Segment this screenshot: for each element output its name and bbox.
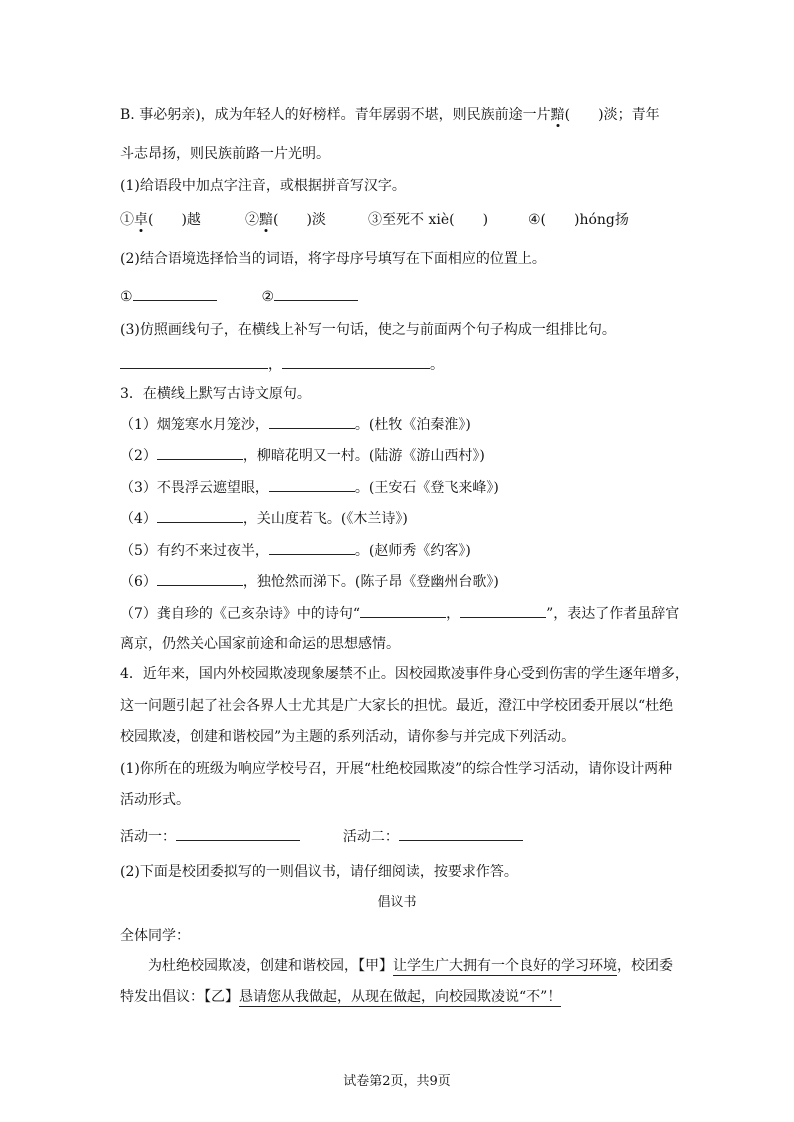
dotted-char: 黯 [259,212,273,228]
intro-text: B. 事必躬亲)，成为年轻人的好榜样。青年孱弱不堪，则民族前途一片 [120,107,551,123]
poem-item-5: （5）有约不来过夜半， 。(赵师秀《约客》) [120,540,471,561]
section-4-para: 这一问题引起了社会各界人士尤其是广大家长的担忧。最近，澄江中学校团委开展以“杜绝 [120,698,674,714]
section-4-q2: (2)下面是校团委拟写的一则倡议书，请仔细阅读，按要求作答。 [120,864,518,880]
section-4-para: 4．近年来，国内外校园欺凌现象屡禁不止。因校园欺凌事件身心受到伤害的学生逐年增多， [120,666,689,682]
underlined-phrase-a: 让学生广大拥有一个良好的学习环境 [393,958,617,974]
answer-blank[interactable] [274,286,358,301]
section-4-para: 校园欺凌，创建和谐校园”为主题的系列活动，请你参与并完成下列活动。 [120,729,576,745]
answer-blank[interactable] [157,508,243,523]
poem-item-2: （2） ，柳暗花明又一村。(陆游《游山西村》) [120,445,485,466]
activity-1-blank[interactable] [176,826,300,841]
answer-blank[interactable] [269,540,355,555]
underlined-phrase-b: 恳请您从我做起，从现在做起，向校园欺凌说“不”！ [239,989,562,1005]
intro-line-2: 斗志昂扬，则民族前路一片光明。 [120,146,330,162]
answer-blank[interactable] [157,571,243,586]
poem-item-3: （3）不畏浮云遮望眼， 。(王安石《登飞来峰》) [120,477,499,498]
intro-text: ( )淡；青年 [564,107,660,123]
activity-row: 活动一： 活动二： [120,826,523,847]
poem-item-4: （4） ，关山度若飞。(《木兰诗》) [120,508,408,529]
activity-2-blank[interactable] [399,826,523,841]
section-4-q1: (1)你所在的班级为响应学校号召，开展“杜绝校园欺凌”的综合性学习活动，请你设计两种 [120,761,673,777]
answer-blank[interactable] [120,354,268,369]
section-4-q1-cont: 活动形式。 [120,792,190,808]
proposal-body-2: 特发出倡议：【乙】恳请您从我做起，从现在做起，向校园欺凌说“不”！ [120,989,562,1005]
intro-line-1 [120,105,660,125]
poem-item-6: （6） ，独怆然而涕下。(陈子昂《登幽州台歌》) [120,571,499,592]
answer-blank[interactable] [269,477,355,492]
dotted-char: 黯 [550,107,565,123]
q2-instruction: (2)结合语境选择恰当的词语，将字母序号填写在下面相应的位置上。 [120,251,546,267]
answer-blank[interactable] [157,445,243,460]
q1-item-1: ①卓( )越 [120,212,201,228]
q1-instruction: (1)给语段中加点字注音，或根据拼音写汉字。 [120,178,406,194]
dotted-char: 卓 [134,212,148,228]
answer-blank[interactable] [460,603,546,618]
section-3-title: 3．在横线上默写古诗文原句。 [120,386,311,402]
q1-item-2: ②黯( )淡 [245,212,326,228]
answer-blank[interactable] [360,603,446,618]
q2-answers: ① ② [120,286,358,307]
q1-item-3: ③至死不 xiè( ) [368,212,489,228]
q3-answer: ， 。 [120,354,444,375]
answer-blank[interactable] [282,354,430,369]
proposal-title: 倡议书 [377,895,417,910]
answer-blank[interactable] [269,414,355,429]
q1-item-4: ④( )hóng扬 [528,212,629,228]
proposal-greeting: 全体同学： [120,928,190,944]
poem-item-1: （1）烟笼寒水月笼沙， 。(杜牧《泊秦淮》) [120,414,471,435]
answer-blank[interactable] [133,286,217,301]
q3-instruction: (3)仿照画线句子，在横线上补写一句话，使之与前面两个句子构成一组排比句。 [120,322,616,338]
proposal-body-1: 为杜绝校园欺凌，创建和谐校园，【甲】让学生广大拥有一个良好的学习环境，校团委 [148,958,673,974]
page-footer: 试卷第2页，共9页 [343,1074,451,1089]
poem-item-7-cont: 离京，仍然关心国家前途和命运的思想感情。 [120,636,400,652]
poem-item-7: （7）龚自珍的《己亥杂诗》中的诗句“ ， ”，表达了作者虽辞官 [120,603,679,624]
